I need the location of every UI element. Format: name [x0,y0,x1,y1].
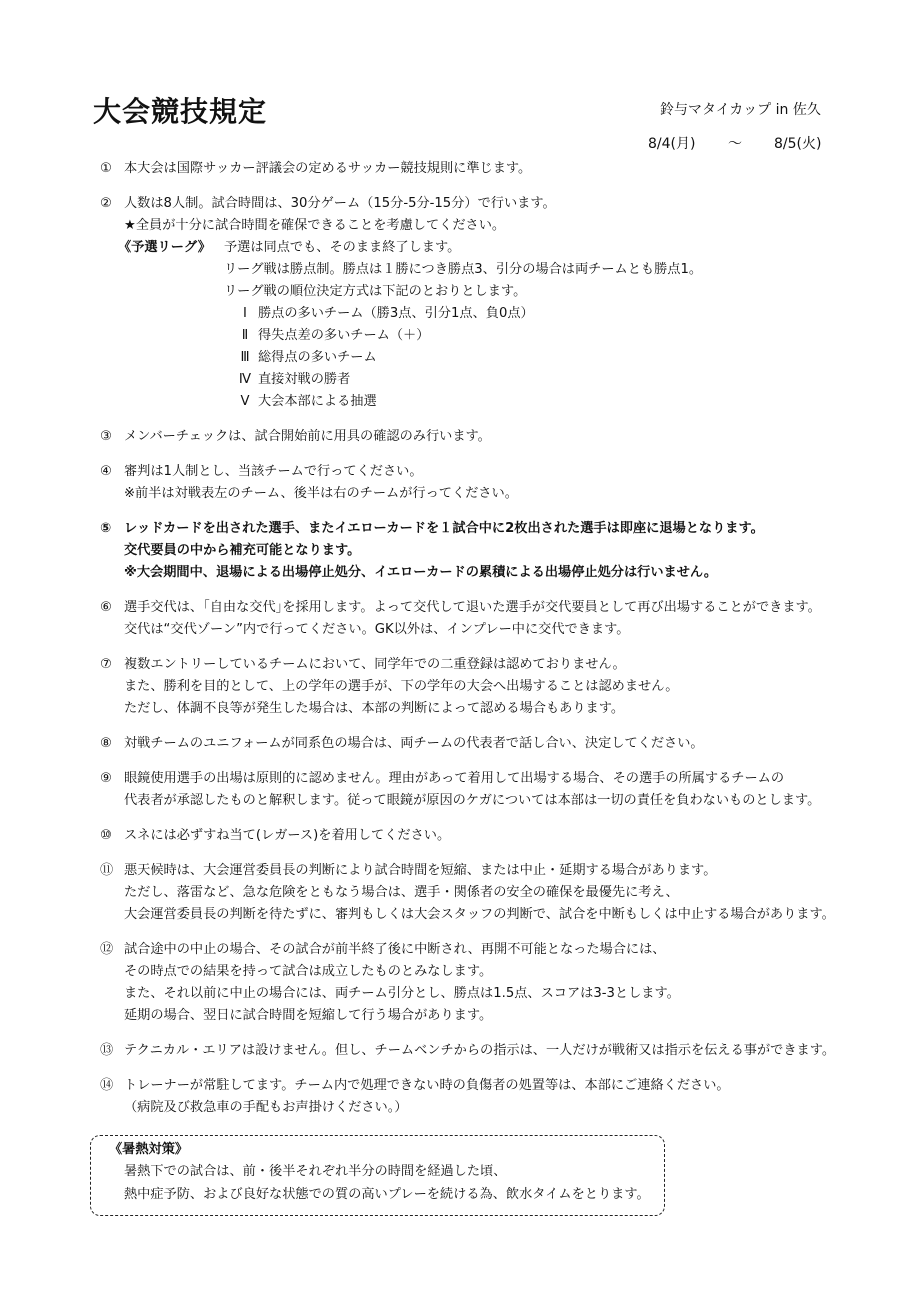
rule-text: 悪天候時は、大会運営委員長の判断により試合時間を短縮、または中止・延期する場合があります。 [124,863,717,878]
rule-text: また、それ以前に中止の場合には、両チーム引分とし、勝点は1.5点、スコアは3-3とします。 [124,986,680,1001]
heat-measures-title: 《暑熱対策》 [109,1142,189,1157]
date-separator: ～ [728,136,742,152]
preliminary-league [118,237,900,259]
ranking-text: 大会本部による抽選 [258,394,377,409]
ranking-item [124,369,900,391]
rule-text: 交代は“交代ゾーン”内で行ってください。GK以外は、インプレー中に交代できます。 [124,622,630,637]
rule-text: ★全員が十分に試合時間を確保できることを考慮してください。 [124,218,506,233]
preliminary-text: リーグ戦は勝点制。勝点は１勝につき勝点3、引分の場合は両チームとも勝点1。 [224,262,703,277]
ranking-number: Ⅰ [243,306,247,321]
rule-5 [100,518,900,584]
rule-text: 延期の場合、翌日に試合時間を短縮して行う場合があります。 [124,1008,493,1023]
ranking-text: 勝点の多いチーム（勝3点、引分1点、負0点） [258,306,534,321]
page-title: 大会競技規定 [93,95,268,128]
rule-number: ⑬ [100,1043,114,1058]
rule-number: ⑥ [100,600,112,615]
event-dates [648,134,821,154]
preliminary-text: リーグ戦の順位決定方式は下記のとおりとします。 [224,284,527,299]
ranking-item [124,303,900,325]
rule-text: その時点での結果を持って試合は成立したものとみなします。 [124,964,493,979]
rule-text: 対戦チームのユニフォームが同系色の場合は、両チームの代表者で話し合い、決定してください。 [124,736,704,751]
ranking-number: Ⅴ [240,394,250,409]
rule-number: ③ [100,429,112,444]
event-name: 鈴与マタイカップ in 佐久 [660,102,821,118]
rule-text: メンバーチェックは、試合開始前に用具の確認のみ行います。 [124,429,491,444]
rule-number: ⑨ [100,771,112,786]
rule-text: スネには必ずすね当て(レガース)を着用してください。 [124,828,451,843]
rule-text: テクニカル・エリアは設けません。但し、チームベンチからの指示は、一人だけが戦術又は指示を伝える事ができます。 [124,1043,836,1058]
rule-12 [100,939,900,1027]
rule-text: 選手交代は、｢自由な交代｣を採用します。よって交代して退いた選手が交代要員として再び出場することができます。 [124,600,821,615]
rules-list [100,158,900,1132]
rule-7 [100,654,900,720]
rule-number: ④ [100,464,112,479]
heat-measures-box [90,1135,665,1216]
heat-measures-text: 暑熱下での試合は、前・後半それぞれ半分の時間を経過した頃、 [124,1164,507,1179]
rule-11 [100,860,900,926]
date-end: 8/5(火) [774,136,822,152]
rule-2 [100,193,900,413]
rule-9 [100,768,900,812]
date-start: 8/4(月) [648,136,696,152]
rule-text: ただし、落雷など、急な危険をともなう場合は、選手・関係者の安全の確保を最優先に考え、 [124,885,679,900]
rule-text: 大会運営委員長の判断を待たずに、審判もしくは大会スタッフの判断で、試合を中断もしくは中止する場合があります。 [124,907,835,922]
heat-measures-text: 熱中症予防、および良好な状態での質の高いプレーを続ける為、飲水タイムをとります。 [124,1187,650,1202]
rule-text: トレーナーが常駐してます。チーム内で処理できない時の負傷者の処置等は、本部にご連絡ください。 [124,1078,730,1093]
rule-3 [100,426,900,448]
rule-8 [100,733,900,755]
rule-text: 人数は8人制。試合時間は、30分ゲーム（15分-5分-15分）で行います。 [124,196,556,211]
rule-6 [100,597,900,641]
ranking-text: 得失点差の多いチーム（＋） [258,328,430,343]
rule-number: ⑭ [100,1078,114,1093]
rule-text: 眼鏡使用選手の出場は原則的に認めません。理由があって着用して出場する場合、その選手の所属するチームの [124,771,785,786]
ranking-text: 直接対戦の勝者 [258,372,351,387]
rule-1 [100,158,900,180]
ranking-item [124,391,900,413]
rule-number: ⑩ [100,828,112,843]
ranking-number: Ⅱ [241,328,249,343]
rule-14 [100,1075,900,1119]
rule-text: レッドカードを出された選手、またイエローカードを１試合中に2枚出された選手は即座に退場となります。 [124,521,764,536]
preliminary-label: 《予選リーグ》 [118,240,211,255]
rule-text: 試合途中の中止の場合、その試合が前半終了後に中断され、再開不可能となった場合には、 [124,942,666,957]
rule-text: 審判は1人制とし、当該チームで行ってください。 [124,464,423,479]
rule-13 [100,1040,900,1062]
rule-text: 本大会は国際サッカー評議会の定めるサッカー競技規則に準じます。 [124,161,532,176]
rule-number: ⑫ [100,942,114,957]
rule-text: 複数エントリーしているチームにおいて、同学年での二重登録は認めておりません。 [124,657,626,672]
rule-text: （病院及び救急車の手配もお声掛けください。） [124,1100,408,1115]
rule-number: ⑧ [100,736,112,751]
rule-number: ⑪ [100,863,114,878]
rule-number: ① [100,161,112,176]
rule-text: 代表者が承認したものと解釈します。従って眼鏡が原因のケガについては本部は一切の責任を負わないものとします。 [124,793,821,808]
ranking-text: 総得点の多いチーム [258,350,377,365]
rule-number: ② [100,196,112,211]
rule-text: ただし、体調不良等が発生した場合は、本部の判断によって認める場合もあります。 [124,701,625,716]
rule-number: ⑦ [100,657,112,672]
rule-10 [100,825,900,847]
ranking-item [124,347,900,369]
ranking-number: Ⅲ [240,350,250,365]
rule-text: また、勝利を目的として、上の学年の選手が、下の学年の大会へ出場することは認めません。 [124,679,679,694]
rule-text: ※大会期間中、退場による出場停止処分、イエローカードの累積による出場停止処分は行いません。 [124,565,718,580]
rule-text: ※前半は対戦表左のチーム、後半は右のチームが行ってください。 [124,486,518,501]
rule-4 [100,461,900,505]
rule-text: 交代要員の中から補充可能となります。 [124,543,361,558]
ranking-item [124,325,900,347]
ranking-number: Ⅳ [238,372,252,387]
preliminary-text: 予選は同点でも、そのまま終了します。 [224,240,461,255]
rule-number: ⑤ [100,521,112,536]
